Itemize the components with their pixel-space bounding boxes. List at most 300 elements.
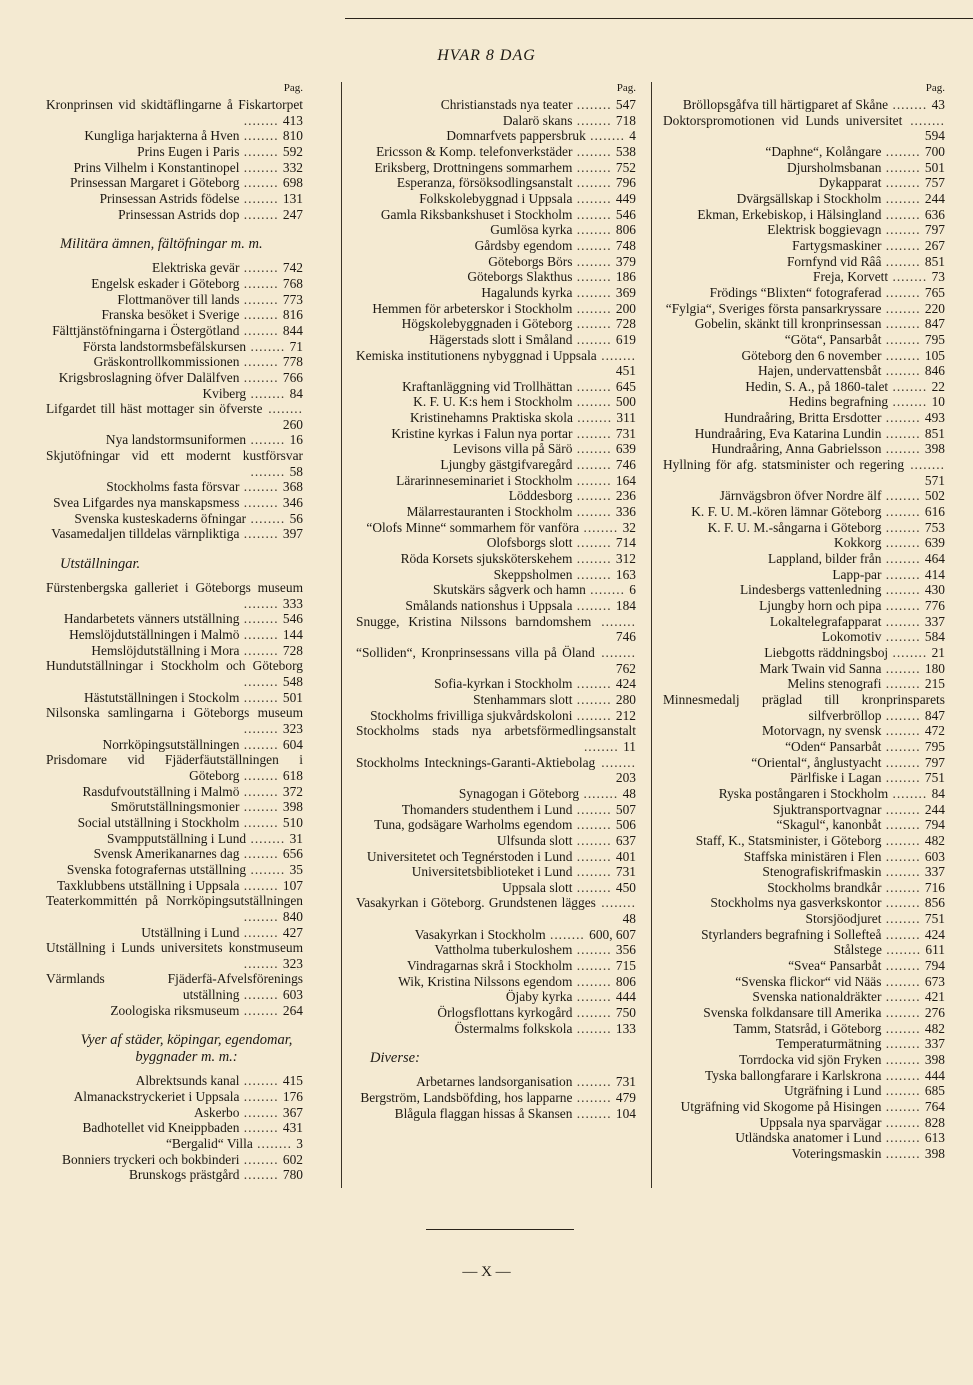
entry-title: Utländska anatomer i Lund: [735, 1130, 882, 1146]
leader-dots: ........: [881, 1114, 925, 1130]
leader-dots: ........: [881, 159, 925, 175]
entry-page: 778: [282, 354, 303, 370]
entry-page: 764: [924, 1099, 945, 1114]
entry-title: Stockholms nya gasverkskontor: [710, 895, 882, 911]
leader-dots: ........: [881, 629, 925, 645]
leader-dots: ........: [239, 846, 283, 862]
entry-page: 369: [615, 284, 636, 300]
entry-title: Kungliga harjakterna å Hven: [84, 128, 240, 144]
index-entry: [663, 441, 945, 457]
leader-dots: ........: [572, 832, 616, 848]
entry-title: Uppsala slott: [502, 879, 573, 895]
entry-page: 810: [282, 128, 303, 144]
entry-page: 186: [615, 269, 636, 285]
index-entry: [356, 332, 636, 348]
entry-page: 48: [622, 911, 636, 927]
entry-page: 603: [924, 848, 945, 864]
entry-page: 427: [282, 924, 303, 940]
entry-page: 639: [615, 441, 636, 457]
entry-page: 203: [615, 770, 636, 786]
entry-page: 244: [924, 801, 945, 817]
leader-dots: ........: [239, 206, 283, 222]
entry-page: 746: [615, 457, 636, 473]
leader-dots: ........: [881, 738, 925, 754]
leader-dots: ........: [888, 394, 932, 410]
index-entry: [663, 332, 945, 348]
leader-dots: ........: [572, 316, 616, 332]
index-entry: [46, 940, 303, 971]
entry-title: Ljungby horn och pipa: [759, 598, 882, 613]
index-entry: [46, 526, 303, 542]
index-entry: [663, 692, 945, 723]
index-entry: [663, 1146, 945, 1162]
entry-title: Dykapparat: [818, 175, 882, 191]
entry-title: Norrköpingsutställningen: [102, 736, 240, 752]
leader-dots: ........: [239, 175, 283, 191]
entry-title: Kemiska institutionens nybyggnad i Uppsala: [356, 347, 597, 363]
index-entry: [46, 386, 303, 402]
index-entry: [663, 864, 945, 880]
index-entry: [356, 786, 636, 802]
entry-page: 6: [629, 582, 636, 598]
index-entry: [663, 958, 945, 974]
index-entry: [356, 144, 636, 160]
leader-dots: ........: [239, 987, 283, 1003]
index-entry: [663, 927, 945, 943]
leader-dots: ........: [881, 707, 925, 723]
index-entry: [663, 348, 945, 364]
leader-dots: ........: [881, 237, 925, 253]
index-entry: [663, 942, 945, 958]
index-entry: [663, 97, 945, 113]
index-entry: [46, 128, 303, 144]
index-entry: [663, 238, 945, 254]
entry-title: Lappland, bilder från: [768, 551, 882, 567]
leader-dots: ........: [585, 582, 630, 598]
index-entry: [46, 737, 303, 753]
index-entry: [46, 292, 303, 308]
entry-page: 844: [282, 322, 303, 338]
entry-title: Svenska fotografernas utställning: [66, 861, 247, 877]
index-entry: [663, 676, 945, 692]
leader-dots: ........: [881, 582, 925, 598]
entry-title: Smörutställningsmonier: [110, 799, 240, 815]
entry-title: Badhotellet vid Kneippbaden: [82, 1120, 240, 1136]
leader-dots: ........: [881, 190, 925, 206]
entry-title: Tamm, Statsråd, i Göteborg: [733, 1020, 882, 1036]
entry-title: Voteringsmaskin: [791, 1145, 882, 1161]
entry-page: 806: [615, 222, 636, 238]
entry-page: 751: [924, 770, 945, 786]
index-entry: [356, 833, 636, 849]
entry-page: 323: [282, 720, 303, 736]
index-entry: [46, 175, 303, 191]
leader-dots: ........: [888, 378, 932, 394]
index-entry: [663, 974, 945, 990]
entry-page: 424: [924, 926, 945, 942]
entry-page: 613: [924, 1130, 945, 1146]
entry-page: 430: [924, 582, 945, 598]
entry-title: Pärlfiske i Lagan: [789, 770, 882, 786]
index-entry: [356, 692, 636, 708]
pag-label: Pag.: [616, 82, 636, 94]
leader-dots: ........: [239, 322, 283, 338]
leader-dots: ........: [239, 814, 283, 830]
leader-dots: ........: [246, 830, 290, 846]
index-entry: [356, 942, 636, 958]
index-entry: [356, 316, 636, 332]
leader-dots: ........: [572, 864, 616, 880]
index-entry: [356, 113, 636, 129]
leader-dots: ........: [881, 598, 925, 613]
leader-dots: ........: [881, 723, 925, 739]
index-entry: [663, 254, 945, 270]
index-entry: [356, 394, 636, 410]
entry-title: Nilsonska samlingarna i Göteborgs museum: [46, 705, 303, 721]
entry-page: 184: [615, 598, 636, 613]
index-entry: [46, 276, 303, 292]
index-column-3: [663, 80, 945, 1162]
entry-page: 795: [924, 331, 945, 347]
entry-page: 450: [615, 879, 636, 895]
index-entry: [46, 893, 303, 924]
entry-page: 618: [282, 767, 303, 783]
entry-page: 56: [289, 510, 303, 526]
entry-page: 397: [282, 526, 303, 542]
leader-dots: ........: [572, 848, 616, 864]
entry-page: 71: [289, 338, 303, 354]
leader-dots: ........: [902, 112, 945, 128]
leader-dots: ........: [572, 175, 616, 191]
entry-title: K. F. U. M.-sångarna i Göteborg: [707, 519, 882, 535]
entry-title: Kristine kyrkas i Falun nya portar: [391, 425, 573, 441]
index-entry: [46, 160, 303, 176]
index-entry: [663, 645, 945, 661]
index-entry: [663, 755, 945, 771]
index-entry: [356, 175, 636, 191]
leader-dots: ........: [881, 676, 925, 692]
entry-title: Social utställning i Stockholm: [77, 814, 240, 830]
index-entry: [46, 846, 303, 862]
leader-dots: ........: [239, 369, 283, 385]
entry-page: 493: [924, 410, 945, 426]
index-entry: [663, 849, 945, 865]
leader-dots: ........: [239, 159, 283, 175]
index-entry: [356, 598, 636, 614]
entry-page: 619: [615, 331, 636, 347]
entry-page: 311: [616, 410, 636, 426]
leader-dots: ........: [246, 338, 290, 354]
entry-title: Universitetet och Tegnérstoden i Lund: [366, 848, 573, 864]
leader-dots: ........: [572, 253, 616, 269]
entry-page: 84: [289, 385, 303, 401]
index-entry: [356, 974, 636, 990]
index-entry: [356, 817, 636, 833]
leader-dots: ........: [572, 942, 616, 958]
index-entry: [46, 878, 303, 894]
entry-page: 323: [282, 955, 303, 971]
entry-title: Albrektsunds kanal: [135, 1073, 240, 1089]
leader-dots: ........: [881, 488, 925, 504]
index-entry: [663, 817, 945, 833]
leader-dots: ........: [572, 441, 616, 457]
index-entry: [663, 833, 945, 849]
entry-title: Röda Korsets sjuksköterskehem: [400, 551, 573, 567]
index-entry: [46, 752, 303, 783]
entry-page: 464: [924, 551, 945, 567]
index-entry: [663, 895, 945, 911]
entry-title: Zoologiska riksmuseum: [110, 1002, 240, 1018]
leader-dots: ........: [262, 401, 303, 417]
entry-title: Thomanders studenthem i Lund: [401, 801, 573, 817]
entry-page: 765: [924, 284, 945, 300]
entry-title: Fartygsmaskiner: [792, 237, 882, 253]
leader-dots: ........: [881, 519, 925, 535]
index-entry: [663, 113, 945, 144]
index-entry: [46, 971, 303, 1002]
entry-page: 280: [615, 691, 636, 707]
index-entry: [663, 786, 945, 802]
entry-page: 847: [924, 316, 945, 332]
index-entry: [663, 379, 945, 395]
leader-dots: ........: [594, 644, 636, 660]
index-entry: [663, 1068, 945, 1084]
entry-title: Storsjöodjuret: [805, 911, 882, 927]
entry-page: 367: [282, 1104, 303, 1120]
entry-title: Teaterkommittén på Norrköpingsutställningen: [46, 893, 303, 909]
entry-title: Prins Eugen i Paris: [137, 143, 240, 159]
entry-title: Svenska nationaldräkter: [752, 989, 882, 1005]
entry-page: 421: [924, 989, 945, 1005]
entry-page: 750: [615, 1005, 636, 1021]
index-entry: [46, 831, 303, 847]
entry-page: 780: [282, 1167, 303, 1183]
index-entry: [46, 1152, 303, 1168]
entry-page: 748: [615, 237, 636, 253]
index-entry: [663, 1021, 945, 1037]
leader-dots: ........: [246, 432, 290, 448]
entry-title: Vasakyrkan i Stockholm: [414, 926, 546, 942]
entry-title: Freja, Korvett: [813, 269, 889, 285]
entry-title: Prins Vilhelm i Konstantinopel: [73, 159, 240, 175]
entry-page: 244: [924, 190, 945, 206]
entry-title: Dvärgsällskap i Stockholm: [736, 190, 882, 206]
entry-title: Stenhammars slott: [473, 691, 573, 707]
index-entry: [46, 191, 303, 207]
leader-dots: ........: [239, 642, 283, 658]
pag-label: Pag.: [283, 82, 303, 94]
entry-title: Styrlanders begrafning i Sollefteå: [701, 926, 882, 942]
entry-title: Hundutställningar i Stockholm och Göteborg: [46, 658, 303, 674]
entry-title: Lifgardet till häst mottager sin öfverste: [46, 401, 263, 417]
leader-dots: ........: [572, 331, 616, 347]
entry-title: Hagalunds kyrka: [481, 284, 573, 300]
index-entry: [663, 629, 945, 645]
leader-dots: ........: [881, 331, 925, 347]
entry-title: Arbetarnes landsorganisation: [416, 1074, 573, 1090]
entry-page: 636: [924, 206, 945, 222]
entry-title: Almanackstryckeriet i Uppsala: [73, 1089, 240, 1105]
leader-dots: ........: [881, 1145, 925, 1161]
entry-title: Skeppsholmen: [493, 566, 573, 582]
leader-dots: ........: [239, 627, 283, 643]
leader-dots: ........: [881, 864, 925, 880]
index-entry: [356, 802, 636, 818]
index-entry: [356, 614, 636, 645]
leader-dots: ........: [881, 832, 925, 848]
index-entry: [663, 301, 945, 317]
entry-title: Hyllning för afg. statsminister och regering: [663, 457, 905, 473]
entry-page: 472: [924, 723, 945, 739]
entry-page: 742: [282, 260, 303, 276]
leader-dots: ........: [239, 1167, 283, 1183]
entry-title: Göteborg den 6 november: [741, 347, 882, 363]
entry-page: 546: [615, 206, 636, 222]
entry-title: Staff, K., Statsminister, i Göteborg: [695, 832, 882, 848]
entry-title: “Solliden“, Kronprinsessans villa på Öland: [356, 644, 595, 660]
entry-title: Fälttjänstöfningarna i Östergötland: [52, 322, 240, 338]
entry-title: Christianstads nya teater: [440, 97, 573, 112]
index-entry: [46, 658, 303, 689]
index-entry: [356, 1106, 636, 1122]
entry-page: 413: [282, 112, 303, 128]
entry-page: 424: [615, 676, 636, 692]
leader-dots: ........: [572, 112, 616, 128]
leader-dots: ........: [572, 206, 616, 222]
leader-dots: ........: [888, 644, 932, 660]
entry-title: Lapp-par: [832, 566, 882, 582]
index-entry: [356, 880, 636, 896]
index-entry: [663, 1083, 945, 1099]
index-entry: [356, 755, 636, 786]
entry-page: 212: [615, 707, 636, 723]
entry-page: 731: [615, 864, 636, 880]
leader-dots: ........: [239, 689, 283, 705]
entry-page: 11: [623, 738, 636, 754]
entry-page: 851: [924, 253, 945, 269]
index-entry: [356, 582, 636, 598]
index-entry: [46, 401, 303, 432]
index-column-2: [356, 80, 636, 1121]
leader-dots: ........: [881, 848, 925, 864]
entry-title: Universitetsbiblioteket i Lund: [411, 864, 573, 880]
entry-page: 794: [924, 958, 945, 974]
index-entry: [356, 441, 636, 457]
entry-title: Gamla Riksbankshuset i Stockholm: [380, 206, 573, 222]
entry-page: 816: [282, 307, 303, 323]
index-entry: [46, 370, 303, 386]
index-entry: [663, 363, 945, 379]
entry-page: 276: [924, 1005, 945, 1021]
index-entry: [663, 222, 945, 238]
leader-dots: ........: [881, 754, 925, 770]
leader-dots: ........: [881, 441, 925, 457]
entry-title: Svampputställning i Lund: [107, 830, 247, 846]
leader-dots: ........: [904, 457, 945, 473]
entry-title: Prinsessan Astrids dop: [118, 206, 240, 222]
entry-title: Första landstormsbefälskursen: [82, 338, 247, 354]
entry-title: Prinsessan Astrids födelse: [99, 190, 240, 206]
entry-title: Hemmen för arbeterskor i Stockholm: [372, 300, 573, 316]
index-entry: [356, 864, 636, 880]
entry-page: 48: [622, 785, 636, 801]
column-divider: [651, 82, 652, 1188]
entry-page: 685: [924, 1083, 945, 1099]
leader-dots: ........: [572, 1090, 616, 1106]
leader-dots: ........: [239, 275, 283, 291]
leader-dots: ........: [572, 707, 616, 723]
entry-page: 773: [282, 291, 303, 307]
entry-page: 592: [282, 143, 303, 159]
index-entry: [663, 520, 945, 536]
leader-dots: ........: [239, 1002, 283, 1018]
leader-dots: ........: [881, 1130, 925, 1146]
index-entry: [663, 394, 945, 410]
leader-dots: ........: [252, 1136, 297, 1152]
index-entry: [663, 160, 945, 176]
entry-page: 414: [924, 566, 945, 582]
index-entry: [663, 269, 945, 285]
entry-page: 346: [282, 495, 303, 511]
entry-page: 600, 607: [589, 926, 636, 942]
index-entry: [46, 862, 303, 878]
entry-page: 510: [282, 814, 303, 830]
leader-dots: ........: [881, 989, 925, 1005]
entry-page: 611: [925, 942, 945, 958]
entry-page: 163: [615, 566, 636, 582]
index-entry: [356, 927, 636, 943]
entry-page: 731: [615, 425, 636, 441]
entry-page: 444: [615, 989, 636, 1005]
leader-dots: ........: [572, 1105, 616, 1121]
leader-dots: ........: [881, 926, 925, 942]
entry-page: 851: [924, 425, 945, 441]
entry-title: Taxklubbens utställning i Uppsala: [57, 877, 240, 893]
index-entry: [356, 473, 636, 489]
index-entry: [46, 495, 303, 511]
entry-page: 714: [615, 535, 636, 551]
leader-dots: ........: [246, 861, 290, 877]
entry-page: 144: [282, 627, 303, 643]
index-entry: [356, 426, 636, 442]
index-entry: [663, 551, 945, 567]
entry-title: Folkskolebyggnad i Uppsala: [419, 190, 573, 206]
entry-title: Kronprinsen vid skidtäflingarne å Fiskartorpet: [46, 97, 303, 112]
leader-dots: ........: [881, 535, 925, 551]
index-entry: [356, 1005, 636, 1021]
index-entry: [356, 567, 636, 583]
leader-dots: ........: [572, 817, 616, 833]
leader-dots: ........: [572, 97, 616, 112]
index-entry: [663, 802, 945, 818]
entry-title: Gårdsby egendom: [474, 237, 573, 253]
leader-dots: ........: [239, 1120, 283, 1136]
entry-title: Kokkorg: [834, 535, 882, 551]
entry-page: 746: [615, 629, 636, 645]
entry-title: Skjutöfningar vid ett modernt kustförsvar: [46, 448, 303, 464]
index-entry: [356, 191, 636, 207]
leader-dots: ........: [239, 767, 283, 783]
leader-dots: ........: [572, 269, 616, 285]
entry-page: 840: [282, 908, 303, 924]
leader-dots: ........: [243, 955, 283, 971]
entry-title: Frödings “Blixten“ fotograferad: [709, 284, 882, 300]
entry-title: Bröllopsgåfva till härtigparet af Skåne: [682, 97, 889, 112]
entry-title: Staffska ministären i Flen: [743, 848, 882, 864]
pag-label: Pag.: [925, 82, 945, 94]
entry-title: Bonniers tryckeri och bokbinderi: [62, 1151, 240, 1167]
index-entry: [46, 611, 303, 627]
